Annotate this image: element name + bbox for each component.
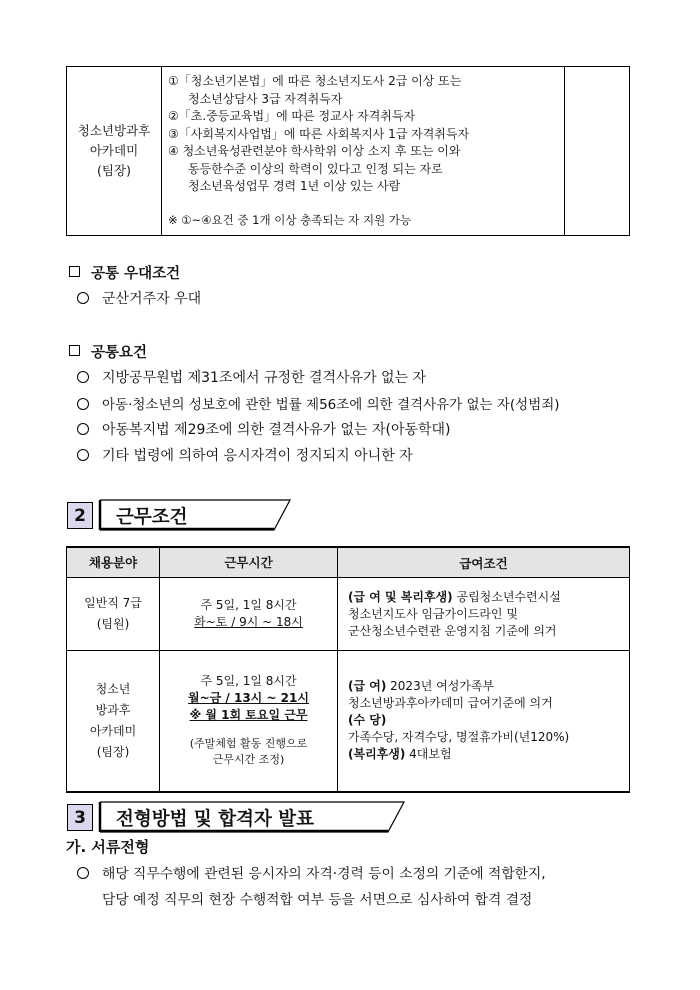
requirement-line: 청소년상담사 3급 자격취득자 <box>188 91 343 106</box>
circle-bullet-icon <box>77 423 89 435</box>
role-line: 아카데미 <box>89 143 139 158</box>
field-cell: 청소년 방과후 아카데미 (팀장) <box>67 651 160 792</box>
common-requirement-item: 아동·청소년의 성보호에 관한 법률 제56조에 의한 결격사유가 없는 자(성범죄) <box>77 393 560 413</box>
table-row <box>67 578 630 651</box>
preference-item: 군산거주자 우대 <box>77 288 201 308</box>
hours-cell: 주 5일, 1일 8시간 월~금 / 13시 ~ 21시 ※ 월 1회 토요일 근무 (주말체험 활동 진행으로 근무시간 조정) <box>160 651 338 792</box>
body-line: 해당 직무수행에 관련된 응시자의 자격·경력 등이 소정의 기준에 적합한지, <box>77 862 546 882</box>
column-header: 근무시간 <box>160 547 338 578</box>
table-row <box>67 651 630 792</box>
pay-cell: (급 여 및 복리후생) 공립청소년수련시설 청소년지도사 임금가이드라인 및 군산청소년수련관 운영지침 기준에 의거 <box>338 578 630 651</box>
pay-cell: (급 여) 2023년 여성가족부 청소년방과후아카데미 급여기준에 의거 (수 당) 가족수당, 자격수당, 명절휴가비(년120%) (복리후생) 4대보험 <box>338 651 630 792</box>
requirement-line: ④ 청소년육성관련분야 학사학위 이상 소지 후 또는 이와 <box>168 144 461 158</box>
common-requirement-item: 아동복지법 제29조에 의한 결격사유가 없는 자(아동학대) <box>77 419 451 439</box>
square-bullet-icon <box>69 345 80 356</box>
table-header-row <box>67 547 630 578</box>
hours-cell: 주 5일, 1일 8시간 화~토 / 9시 ~ 18시 <box>160 578 338 651</box>
circle-bullet-icon <box>77 867 89 879</box>
requirement-line: 동등한수준 이상의 학력이 있다고 인정 되는 자로 <box>188 161 443 176</box>
column-header: 채용분야 <box>67 547 160 578</box>
preference-heading: 공통 우대조건 <box>69 262 180 283</box>
square-bullet-icon <box>69 266 80 277</box>
circle-bullet-icon <box>77 449 89 461</box>
body-line: 담당 예정 직무의 현장 수행적합 여부 등을 서면으로 심사하여 합격 결정 <box>102 892 533 908</box>
requirement-line: ①「청소년기본법」에 따른 청소년지도사 2급 이상 또는 <box>168 74 462 88</box>
role-line: 청소년방과후 <box>77 123 151 138</box>
role-cell <box>67 67 162 235</box>
common-requirements-heading: 공통요건 <box>69 341 147 362</box>
requirement-line: ②「초.중등교육법」에 따른 정교사 자격취득자 <box>168 109 416 123</box>
requirements-cell <box>162 67 565 235</box>
field-cell: 일반직 7급 (팀원) <box>67 578 160 651</box>
circle-bullet-icon <box>77 371 89 383</box>
column-header: 급여조건 <box>338 547 630 578</box>
role-line: (팀장) <box>97 163 131 178</box>
qualification-table <box>66 66 630 236</box>
circle-bullet-icon <box>77 398 89 410</box>
requirement-line: ③「사회복지사업법」에 따른 사회복지사 1급 자격취득자 <box>168 126 470 141</box>
section-number-badge: 2 <box>67 502 93 529</box>
work-conditions-table <box>66 546 630 793</box>
requirement-line: 청소년육성업무 경력 1년 이상 있는 사람 <box>188 179 401 193</box>
section-number-badge: 3 <box>67 804 93 831</box>
section-title: 전형방법 및 합격자 발표 <box>116 809 315 830</box>
common-requirement-item: 지방공무원법 제31조에서 규정한 결격사유가 없는 자 <box>77 367 426 387</box>
sub-heading: 가. 서류전형 <box>66 838 150 856</box>
circle-bullet-icon <box>77 292 89 304</box>
section-title: 근무조건 <box>116 507 188 528</box>
common-requirement-item: 기타 법령에 의하여 응시자격이 정지되지 아니한 자 <box>77 445 413 465</box>
requirement-note: ※ ①~④요건 중 1개 이상 충족되는 자 지원 가능 <box>168 212 412 227</box>
